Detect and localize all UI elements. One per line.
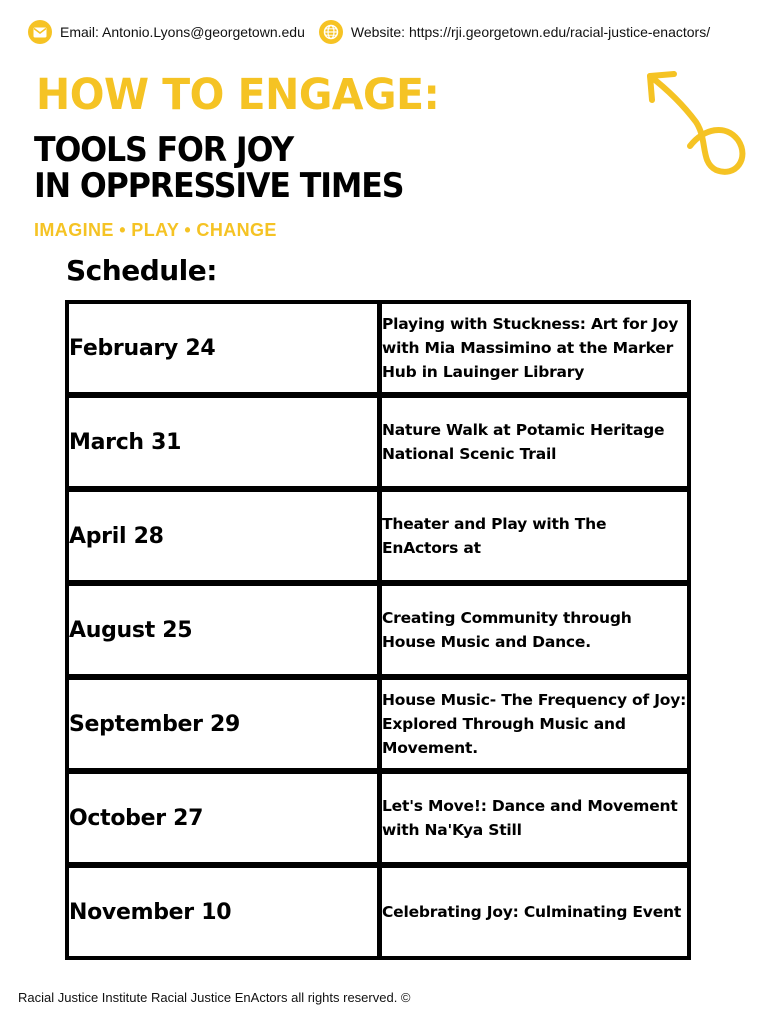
subtitle-line-2: IN OPPRESSIVE TIMES [34,166,404,206]
schedule-date: April 28 [69,492,382,586]
mail-icon [28,20,52,44]
website-contact[interactable] [319,20,710,44]
schedule-event: Let's Move!: Dance and Movement with Na'Kya Still [382,774,687,868]
table-row [69,586,687,680]
schedule-heading: Schedule: [66,254,217,287]
schedule-event: Nature Walk at Potamic Heritage National Scenic Trail [382,398,687,492]
footer-copyright: Racial Justice Institute Racial Justice EnActors all rights reserved. © [18,990,411,1005]
table-row [69,304,687,398]
contact-bar [28,20,724,44]
globe-icon [319,20,343,44]
table-row [69,774,687,868]
email-text[interactable]: Email: Antonio.Lyons@georgetown.edu [60,24,305,40]
schedule-event: Theater and Play with The EnActors at [382,492,687,586]
tagline: IMAGINE • PLAY • CHANGE [34,220,277,240]
schedule-date: November 10 [69,868,382,956]
schedule-date: September 29 [69,680,382,774]
schedule-event: Creating Community through House Music and Dance. [382,586,687,680]
table-row [69,492,687,586]
table-row [69,680,687,774]
page-subtitle [34,132,403,204]
schedule-date: March 31 [69,398,382,492]
table-row [69,868,687,956]
schedule-date: February 24 [69,304,382,398]
schedule-date: August 25 [69,586,382,680]
email-contact[interactable] [28,20,305,44]
schedule-event: Celebrating Joy: Culminating Event [382,903,682,921]
schedule-date: October 27 [69,774,382,868]
website-link[interactable]: Website: https://rji.georgetown.edu/racial-justice-enactors/ [350,24,711,40]
subtitle-line-1: TOOLS FOR JOY [34,130,294,170]
page-title: HOW TO ENGAGE: [36,70,440,120]
schedule-event: House Music- The Frequency of Joy: Explored Through Music and Movement. [382,680,687,774]
schedule-event: Playing with Stuckness: Art for Joy with Mia Massimino at the Marker Hub in Lauinger Library [382,304,687,398]
schedule-table [65,300,691,960]
decorative-arrow-icon [640,62,755,187]
table-row [69,398,687,492]
